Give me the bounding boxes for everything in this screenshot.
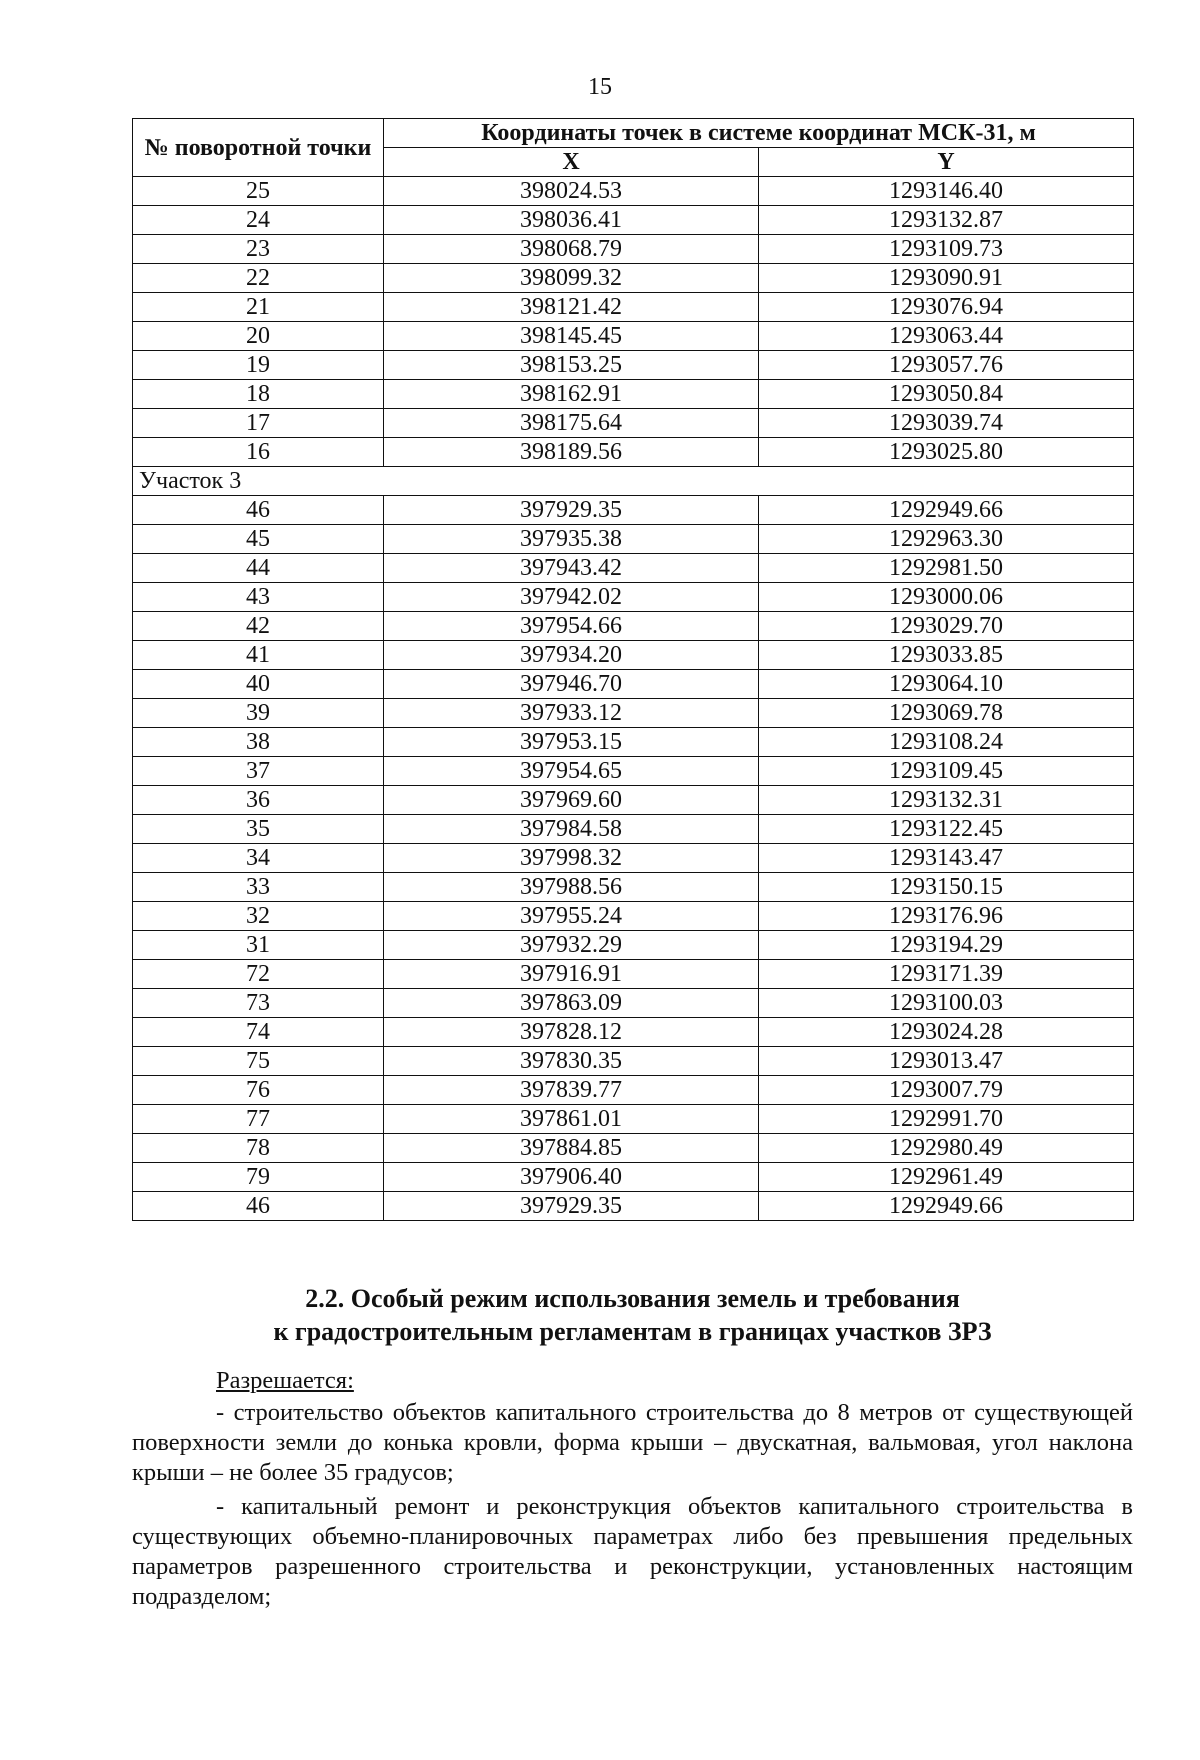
x-coordinate-cell: 397830.35 [384, 1047, 759, 1076]
y-coordinate-cell: 1293069.78 [759, 699, 1134, 728]
y-coordinate-cell: 1293090.91 [759, 264, 1134, 293]
point-number-cell: 21 [133, 293, 384, 322]
point-number-cell: 18 [133, 380, 384, 409]
x-coordinate-cell: 397942.02 [384, 583, 759, 612]
x-coordinate-cell: 397954.66 [384, 612, 759, 641]
table-row [133, 235, 1134, 264]
point-number-cell: 78 [133, 1134, 384, 1163]
x-coordinate-cell: 398175.64 [384, 409, 759, 438]
point-number-cell: 24 [133, 206, 384, 235]
y-coordinate-cell: 1293007.79 [759, 1076, 1134, 1105]
x-coordinate-cell: 397935.38 [384, 525, 759, 554]
point-number-cell: 46 [133, 496, 384, 525]
y-coordinate-cell: 1293013.47 [759, 1047, 1134, 1076]
table-row [133, 699, 1134, 728]
y-coordinate-cell: 1292980.49 [759, 1134, 1134, 1163]
body-text [132, 1366, 1133, 1612]
x-coordinate-cell: 398145.45 [384, 322, 759, 351]
y-coordinate-cell: 1293024.28 [759, 1018, 1134, 1047]
section-row [133, 467, 1134, 496]
point-number-cell: 22 [133, 264, 384, 293]
x-coordinate-cell: 397929.35 [384, 1192, 759, 1221]
x-coordinate-cell: 398036.41 [384, 206, 759, 235]
point-number-cell: 38 [133, 728, 384, 757]
paragraph-2: - капитальный ремонт и реконструкция объектов капитального строительства в существующих объемно-планировочных параметрах либо без превышения предельных параметров разрешенного строительства и реконструкции, установленных настоящим подразделом; [132, 1493, 1133, 1610]
point-number-cell: 25 [133, 177, 384, 206]
x-coordinate-cell: 398153.25 [384, 351, 759, 380]
y-coordinate-cell: 1293109.73 [759, 235, 1134, 264]
x-coordinate-cell: 397929.35 [384, 496, 759, 525]
point-number-cell: 74 [133, 1018, 384, 1047]
point-number-cell: 77 [133, 1105, 384, 1134]
y-coordinate-cell: 1293171.39 [759, 960, 1134, 989]
point-number-cell: 76 [133, 1076, 384, 1105]
point-number-cell: 39 [133, 699, 384, 728]
point-number-cell: 32 [133, 902, 384, 931]
table-row [133, 612, 1134, 641]
table-row [133, 728, 1134, 757]
table-row [133, 960, 1134, 989]
x-coordinate-cell: 397969.60 [384, 786, 759, 815]
point-number-cell: 79 [133, 1163, 384, 1192]
y-coordinate-cell: 1293150.15 [759, 873, 1134, 902]
table-row [133, 1192, 1134, 1221]
y-coordinate-cell: 1293025.80 [759, 438, 1134, 467]
point-number-cell: 46 [133, 1192, 384, 1221]
section-heading-line1: 2.2. Особый режим использования земель и требования [305, 1284, 960, 1313]
x-coordinate-cell: 398121.42 [384, 293, 759, 322]
table-row [133, 583, 1134, 612]
table-row [133, 351, 1134, 380]
paragraph-1: - строительство объектов капитального строительства до 8 метров от существующей поверхности земли до конька кровли, форма крыши – двускатная, вальмовая, угол наклона крыши – не более 35 градусов; [132, 1399, 1133, 1486]
y-coordinate-cell: 1293064.10 [759, 670, 1134, 699]
point-number-cell: 37 [133, 757, 384, 786]
allowed-label: Разрешается: [216, 1367, 354, 1394]
table-row [133, 873, 1134, 902]
point-number-cell: 20 [133, 322, 384, 351]
section-heading-line2: к градостроительным регламентам в границах участков ЗРЗ [273, 1317, 992, 1346]
point-number-cell: 43 [133, 583, 384, 612]
y-coordinate-cell: 1292963.30 [759, 525, 1134, 554]
y-coordinate-cell: 1293132.87 [759, 206, 1134, 235]
table-row [133, 641, 1134, 670]
table-body-group2 [133, 496, 1134, 1221]
x-coordinate-cell: 397906.40 [384, 1163, 759, 1192]
table-row [133, 1105, 1134, 1134]
point-number-cell: 42 [133, 612, 384, 641]
x-coordinate-cell: 397884.85 [384, 1134, 759, 1163]
x-coordinate-cell: 398189.56 [384, 438, 759, 467]
x-coordinate-cell: 397932.29 [384, 931, 759, 960]
y-coordinate-cell: 1293122.45 [759, 815, 1134, 844]
x-coordinate-cell: 397946.70 [384, 670, 759, 699]
header-point-number: № поворотной точки [133, 119, 384, 177]
table-row [133, 1134, 1134, 1163]
page-number: 15 [588, 74, 612, 100]
y-coordinate-cell: 1293039.74 [759, 409, 1134, 438]
x-coordinate-cell: 397828.12 [384, 1018, 759, 1047]
point-number-cell: 36 [133, 786, 384, 815]
x-coordinate-cell: 398024.53 [384, 177, 759, 206]
table-row [133, 206, 1134, 235]
x-coordinate-cell: 397861.01 [384, 1105, 759, 1134]
y-coordinate-cell: 1292981.50 [759, 554, 1134, 583]
y-coordinate-cell: 1293194.29 [759, 931, 1134, 960]
table-row [133, 989, 1134, 1018]
x-coordinate-cell: 398099.32 [384, 264, 759, 293]
header-y: Y [759, 148, 1134, 177]
table-body-group1 [133, 177, 1134, 467]
section-heading [132, 1282, 1133, 1348]
point-number-cell: 17 [133, 409, 384, 438]
table-row [133, 409, 1134, 438]
table-row [133, 525, 1134, 554]
table-row [133, 264, 1134, 293]
point-number-cell: 35 [133, 815, 384, 844]
y-coordinate-cell: 1293050.84 [759, 380, 1134, 409]
point-number-cell: 72 [133, 960, 384, 989]
y-coordinate-cell: 1293176.96 [759, 902, 1134, 931]
coordinates-table [132, 118, 1134, 1221]
x-coordinate-cell: 397916.91 [384, 960, 759, 989]
x-coordinate-cell: 397943.42 [384, 554, 759, 583]
x-coordinate-cell: 397933.12 [384, 699, 759, 728]
table-row [133, 844, 1134, 873]
point-number-cell: 23 [133, 235, 384, 264]
y-coordinate-cell: 1293108.24 [759, 728, 1134, 757]
x-coordinate-cell: 397955.24 [384, 902, 759, 931]
y-coordinate-cell: 1293033.85 [759, 641, 1134, 670]
x-coordinate-cell: 397839.77 [384, 1076, 759, 1105]
y-coordinate-cell: 1293000.06 [759, 583, 1134, 612]
point-number-cell: 19 [133, 351, 384, 380]
x-coordinate-cell: 397954.65 [384, 757, 759, 786]
table-row [133, 757, 1134, 786]
x-coordinate-cell: 397934.20 [384, 641, 759, 670]
table-row [133, 177, 1134, 206]
y-coordinate-cell: 1293109.45 [759, 757, 1134, 786]
table-row [133, 902, 1134, 931]
y-coordinate-cell: 1292991.70 [759, 1105, 1134, 1134]
point-number-cell: 40 [133, 670, 384, 699]
table-section-row [133, 467, 1134, 496]
header-coordinates: Координаты точек в системе координат МСК-31, м [384, 119, 1134, 148]
section-label: Участок 3 [133, 467, 1134, 496]
y-coordinate-cell: 1293132.31 [759, 786, 1134, 815]
table-row [133, 1047, 1134, 1076]
x-coordinate-cell: 398162.91 [384, 380, 759, 409]
table-row [133, 380, 1134, 409]
x-coordinate-cell: 397953.15 [384, 728, 759, 757]
x-coordinate-cell: 398068.79 [384, 235, 759, 264]
table-row [133, 554, 1134, 583]
table-row [133, 1076, 1134, 1105]
point-number-cell: 41 [133, 641, 384, 670]
point-number-cell: 33 [133, 873, 384, 902]
y-coordinate-cell: 1292949.66 [759, 1192, 1134, 1221]
point-number-cell: 45 [133, 525, 384, 554]
point-number-cell: 44 [133, 554, 384, 583]
table-row [133, 293, 1134, 322]
y-coordinate-cell: 1293029.70 [759, 612, 1134, 641]
y-coordinate-cell: 1293100.03 [759, 989, 1134, 1018]
table-row [133, 786, 1134, 815]
point-number-cell: 73 [133, 989, 384, 1018]
table-row [133, 438, 1134, 467]
y-coordinate-cell: 1293063.44 [759, 322, 1134, 351]
y-coordinate-cell: 1293143.47 [759, 844, 1134, 873]
y-coordinate-cell: 1293076.94 [759, 293, 1134, 322]
y-coordinate-cell: 1293057.76 [759, 351, 1134, 380]
table-row [133, 1163, 1134, 1192]
table-row [133, 815, 1134, 844]
point-number-cell: 34 [133, 844, 384, 873]
table-row [133, 670, 1134, 699]
header-x: X [384, 148, 759, 177]
y-coordinate-cell: 1292961.49 [759, 1163, 1134, 1192]
point-number-cell: 16 [133, 438, 384, 467]
x-coordinate-cell: 397988.56 [384, 873, 759, 902]
point-number-cell: 31 [133, 931, 384, 960]
table-header [133, 119, 1134, 177]
x-coordinate-cell: 397998.32 [384, 844, 759, 873]
y-coordinate-cell: 1293146.40 [759, 177, 1134, 206]
x-coordinate-cell: 397984.58 [384, 815, 759, 844]
x-coordinate-cell: 397863.09 [384, 989, 759, 1018]
table-row [133, 931, 1134, 960]
table-row [133, 496, 1134, 525]
table-row [133, 1018, 1134, 1047]
point-number-cell: 75 [133, 1047, 384, 1076]
table-row [133, 322, 1134, 351]
y-coordinate-cell: 1292949.66 [759, 496, 1134, 525]
